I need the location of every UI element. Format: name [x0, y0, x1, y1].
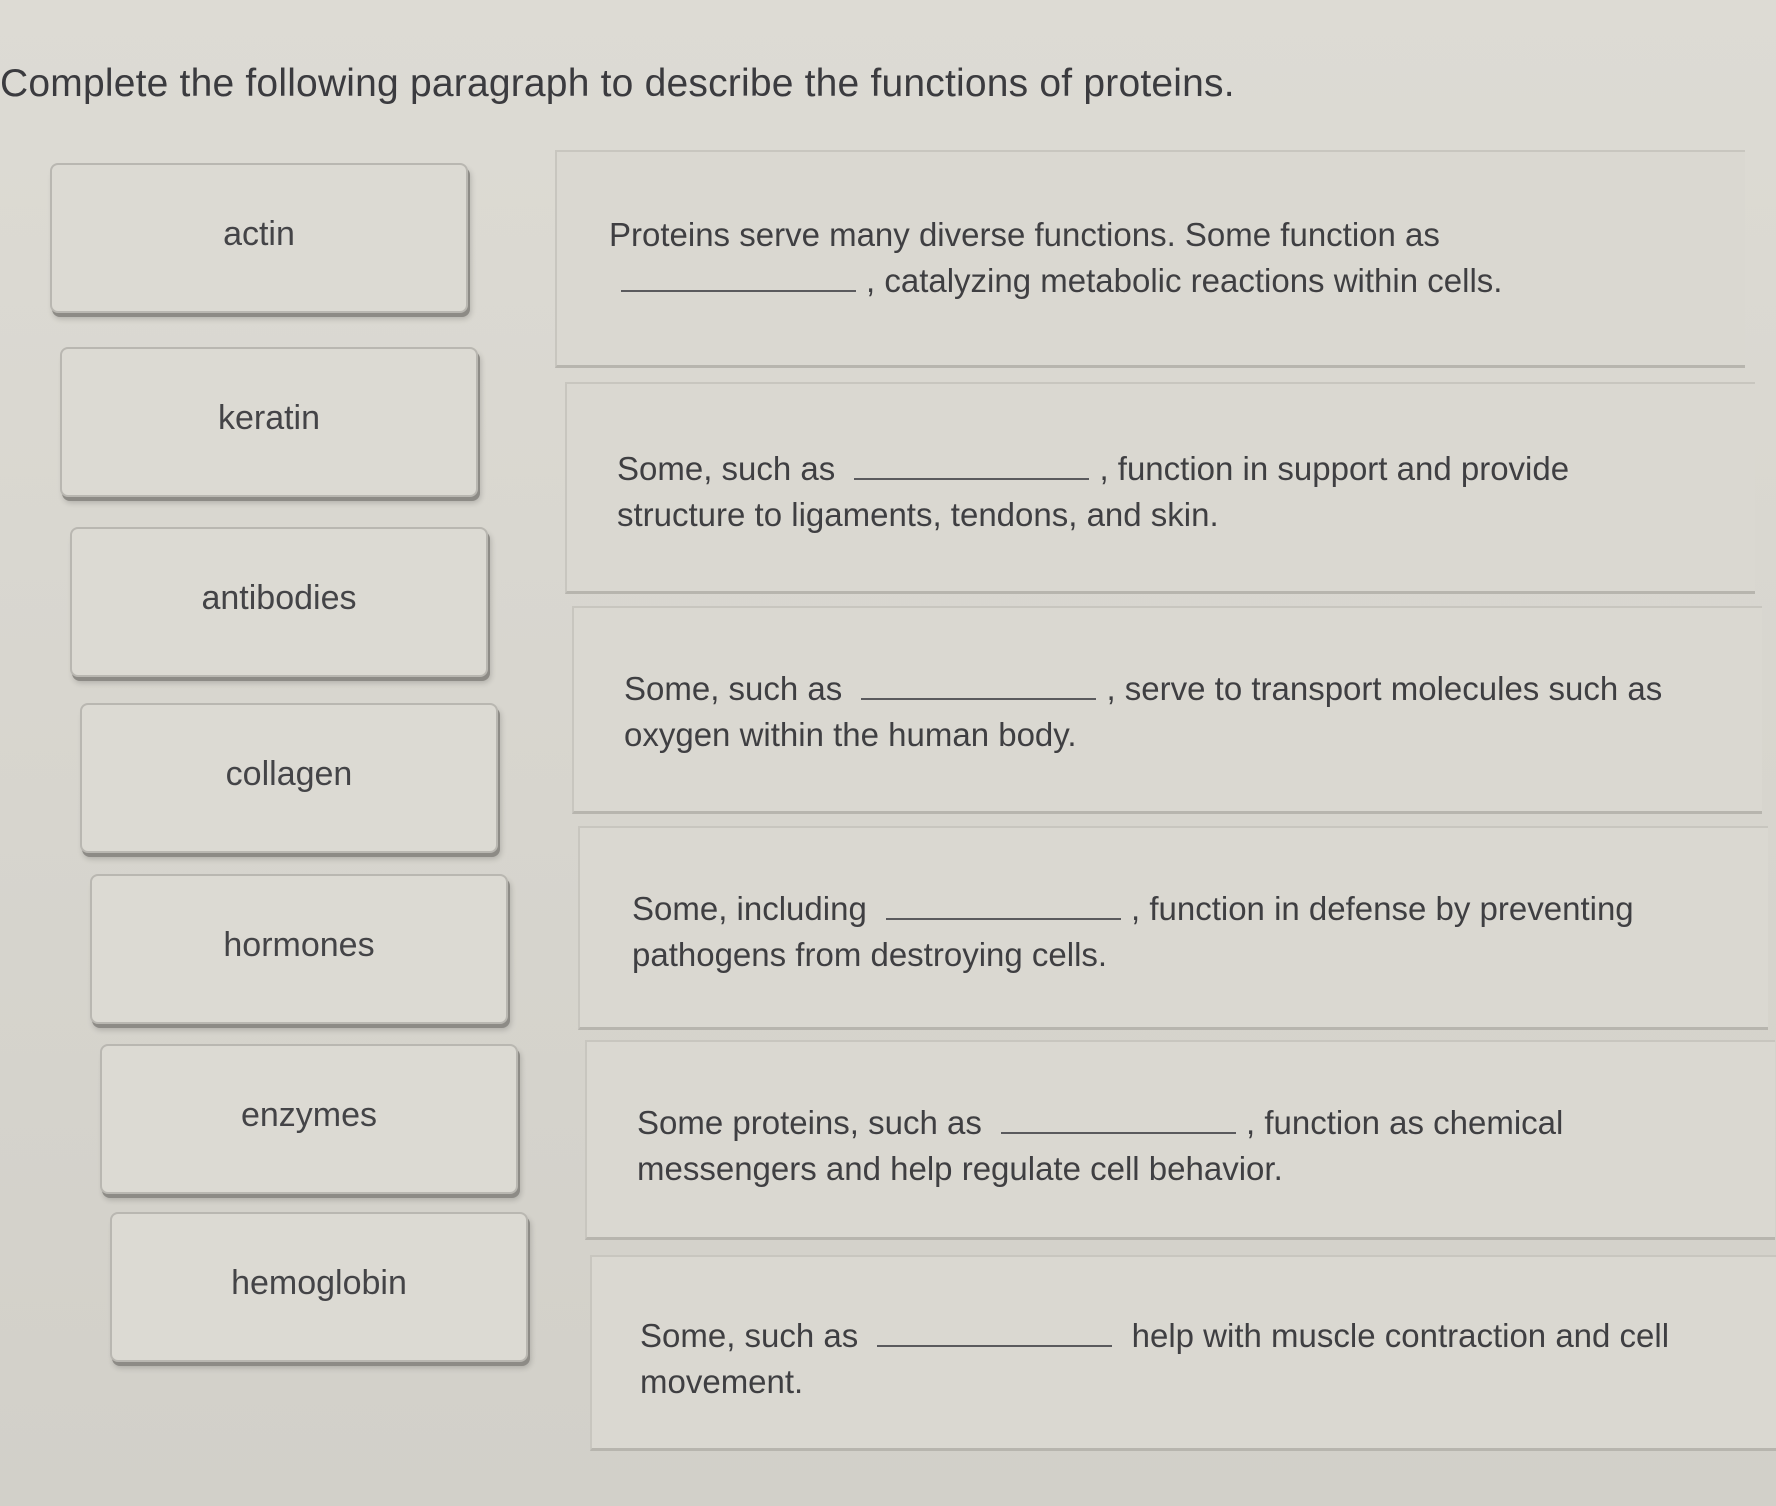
- chip-label: actin: [223, 214, 295, 253]
- chip-actin[interactable]: [50, 163, 468, 313]
- chip-collagen[interactable]: [80, 703, 498, 853]
- sentence-text-after: , catalyzing metabolic reactions within cells.: [866, 262, 1503, 299]
- sentence-text-before: Some, such as: [624, 670, 843, 707]
- drop-blank-6[interactable]: [877, 1313, 1112, 1347]
- instructions-text: Complete the following paragraph to describe the functions of proteins.: [0, 62, 1235, 105]
- sentence-panel-1: [555, 150, 1745, 368]
- chip-antibodies[interactable]: [70, 527, 488, 677]
- word-bank: [0, 0, 560, 1400]
- sentence-text-before: Some proteins, such as: [637, 1104, 982, 1141]
- sentence-text-after: , function in support and provide structure to ligaments, tendons, and skin.: [617, 450, 1570, 533]
- drop-blank-2[interactable]: [854, 446, 1089, 480]
- drop-blank-5[interactable]: [1001, 1100, 1236, 1134]
- sentence-panel-3: [572, 606, 1762, 814]
- sentence-text-after: help with muscle contraction and cell movement.: [640, 1317, 1670, 1400]
- sentence-panel-5: [585, 1040, 1775, 1240]
- chip-label: enzymes: [240, 1095, 378, 1134]
- chip-label: keratin: [217, 398, 321, 437]
- sentence-text-before: Some, such as: [617, 450, 836, 487]
- chip-enzymes[interactable]: [100, 1044, 518, 1194]
- chip-hemoglobin[interactable]: [110, 1212, 528, 1362]
- chip-label: antibodies: [201, 578, 357, 617]
- sentence-panel-2: [565, 382, 1755, 594]
- chip-hormones[interactable]: [90, 874, 508, 1024]
- sentence-text-after: , function in defense by preventing pathogens from destroying cells.: [632, 890, 1634, 973]
- sentence-text-after: , function as chemical messengers and help regulate cell behavior.: [637, 1104, 1564, 1187]
- sentence-text-after: , serve to transport molecules such as oxygen within the human body.: [624, 670, 1663, 753]
- chip-label: hormones: [223, 925, 375, 964]
- drop-blank-1[interactable]: [621, 258, 856, 292]
- sentence-text-before: Some, such as: [640, 1317, 859, 1354]
- sentence-text-before: Proteins serve many diverse functions. Some function as: [609, 216, 1440, 253]
- sentence-panel-4: [578, 826, 1768, 1030]
- chip-keratin[interactable]: [60, 347, 478, 497]
- sentence-panel-6: [590, 1255, 1776, 1451]
- drop-blank-3[interactable]: [861, 666, 1096, 700]
- chip-label: collagen: [225, 754, 353, 793]
- sentence-text-before: Some, including: [632, 890, 867, 927]
- chip-label: hemoglobin: [231, 1263, 407, 1302]
- drop-blank-4[interactable]: [886, 886, 1121, 920]
